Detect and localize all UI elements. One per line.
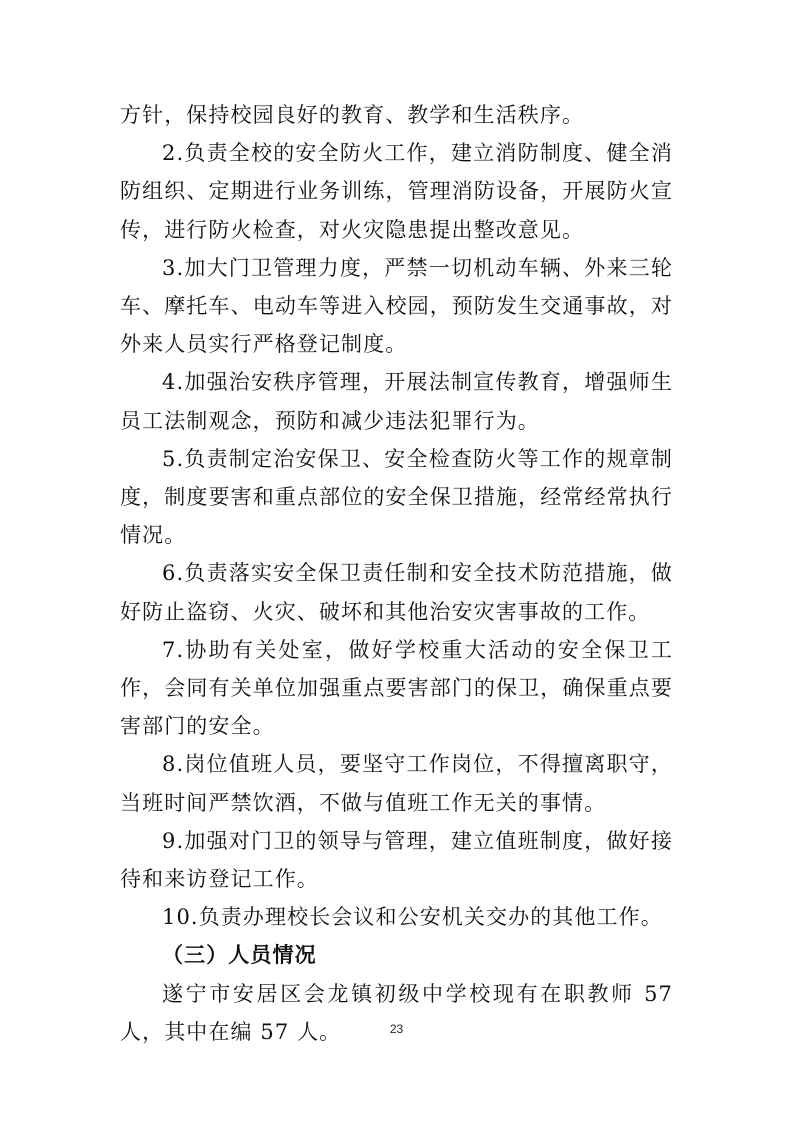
paragraph-item-10: 10.负责办理校长会议和公安机关交办的其他工作。 bbox=[162, 905, 663, 930]
paragraph-item-8: 8.岗位值班人员，要坚守工作岗位，不得擅离职守，当班时间严禁饮酒，不做与值班工作无关的事情。 bbox=[120, 752, 673, 815]
paragraph-item-9: 9.加强对门卫的领导与管理，建立值班制度，做好接待和来访登记工作。 bbox=[120, 828, 673, 892]
section-heading: （三）人员情况 bbox=[162, 942, 317, 968]
paragraph-item-2: 2.负责全校的安全防火工作，建立消防制度、健全消防组织、定期进行业务训练，管理消防设备，开展防火宣传，进行防火检查，对火灾隐患提出整改意见。 bbox=[120, 141, 673, 242]
paragraph-item-7: 7.协助有关处室，做好学校重大活动的安全保卫工作，会同有关单位加强重点要害部门的保卫，确保重点要害部门的安全。 bbox=[120, 637, 673, 739]
paragraph-item-3: 3.加大门卫管理力度，严禁一切机动车辆、外来三轮车、摩托车、电动车等进入校园，预防发生交通事故，对外来人员实行严格登记制度。 bbox=[120, 255, 673, 357]
page-number: 23 bbox=[389, 1022, 404, 1036]
body-text bbox=[120, 96, 673, 1051]
staff-paragraph: 遂宁市安居区会龙镇初级中学校现有在职教师 57 人，其中在编 57 人。 bbox=[120, 981, 673, 1044]
paragraph-continuation: 方针，保持校园良好的教育、教学和生活秩序。 bbox=[120, 103, 585, 127]
paragraph-item-6: 6.负责落实安全保卫责任制和安全技术防范措施，做好防止盗窃、火灾、破坏和其他治安灾害事故的工作。 bbox=[120, 561, 673, 624]
paragraph-item-5: 5.负责制定治安保卫、安全检查防火等工作的规章制度，制度要害和重点部位的安全保卫措施，经常经常执行情况。 bbox=[120, 446, 673, 548]
paragraph-item-4: 4.加强治安秩序管理，开展法制宣传教育，增强师生员工法制观念，预防和减少违法犯罪行为。 bbox=[120, 370, 673, 433]
